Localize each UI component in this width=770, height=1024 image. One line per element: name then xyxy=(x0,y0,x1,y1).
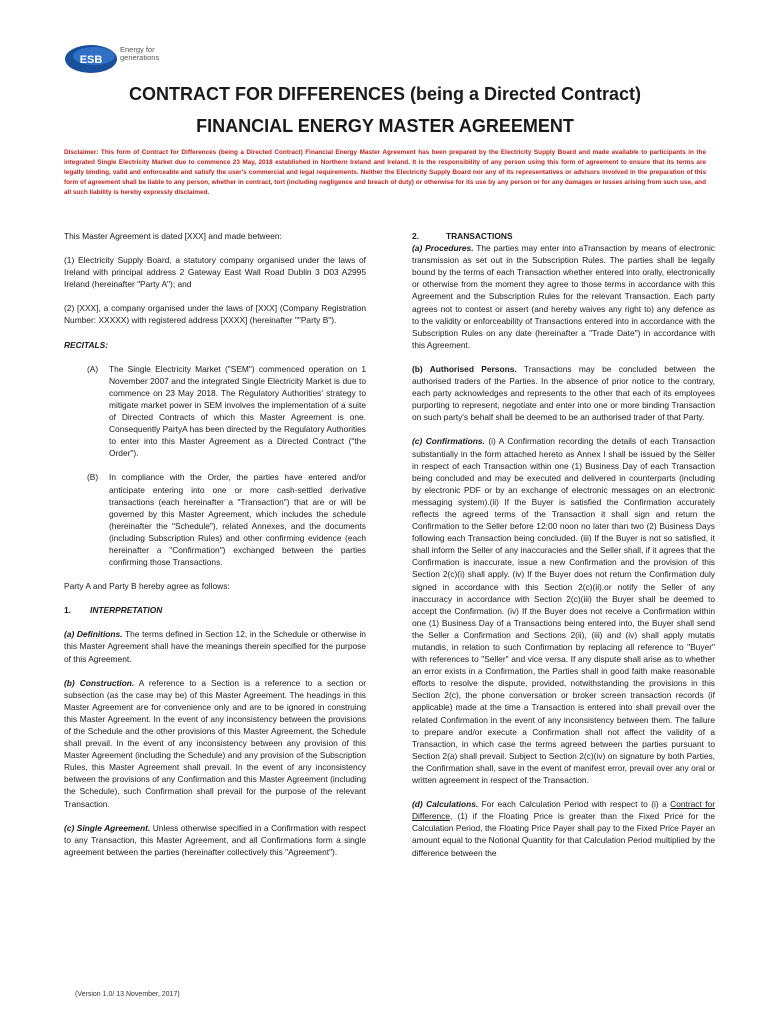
clause-1a-label: (a) Definitions. xyxy=(64,629,123,640)
left-column xyxy=(64,230,366,870)
section-1-title: INTERPRETATION xyxy=(90,605,163,616)
clause-1c xyxy=(64,822,366,858)
section-2-number: 2. xyxy=(412,231,419,241)
clause-2a-label: (a) Procedures. xyxy=(412,243,474,254)
recital-a-label: (A) xyxy=(87,363,99,374)
clause-2b-label: (b) Authorised Persons. xyxy=(412,363,517,374)
clause-1a xyxy=(64,628,366,664)
recital-a xyxy=(64,363,366,460)
clause-2d-text-end: , (1) if the Floating Price is greater than the Fixed Price for the Calculation Period, the Floating Price Payer shall pay to the Fixed Price Payer an amount equal to the Notional Quantity for that Calculation Period multiplied by the difference between the xyxy=(412,811,715,858)
clause-2a-text: The parties may enter into aTransaction by means of electronic transmission as set out in the Subscription Rules. The parties shall be legally bound by the terms of each Transaction whether entered into orally, electronically or otherwise from the moment they agree to those terms in accordance with this Agreement and the Subscription Rules for the relevant Transaction. Each party agrees not to contest or assert (and hereby waives any right to) any defence as to the validity or enforceability of Transactions entered into in accordance with the Subscription Rules on any date (hereinafter a "Trade Date") in accordance with this Agreement. xyxy=(412,243,715,350)
section-1-heading xyxy=(64,604,366,616)
document-title: CONTRACT FOR DIFFERENCES (being a Directed Contract) xyxy=(128,84,642,104)
party-a-paragraph: (1) Electricity Supply Board, a statutory company organised under the laws of Ireland with principal address 2 Gateway East Wall Road Dublin 3 D03 A2995 Ireland (hereinafter "Party A"); and xyxy=(64,255,366,290)
clause-2c xyxy=(412,435,715,786)
clause-2d-label: (d) Calculations. xyxy=(412,799,479,810)
clause-1b-text: A reference to a Section is a reference to a section or subsection (as the case may be) of this Master Agreement. The headings in this Master Agreement are for convenience only and are to be ignored in construing this Master Agreement. In the event of any inconsistency between the provisions of the Schedule and the other provisions of this Master Agreement, the Schedule shall prevail. In the event of any inconsistency between any provision of this Master Agreement (including the Schedule) and any provision of the Subscription Rules, this Master Agreement shall prevail. In the event of any inconsistency between the provisions of any Confirmation and this Master Agreement (including the Schedule), such Confirmation shall prevail for the purpose of the relevant Transaction. xyxy=(64,677,366,809)
clause-1a-text: The terms defined in Section 12, in the Schedule or otherwise in this Master Agreement shall have the meanings therein specified for the purpose of this Agreement. xyxy=(64,629,366,664)
document-subtitle: FINANCIAL ENERGY MASTER AGREEMENT xyxy=(196,116,574,136)
clause-1b xyxy=(64,677,366,810)
version-footer: (Version 1.0/ 13 November, 2017) xyxy=(75,991,180,998)
clause-2c-label: (c) Confirmations. xyxy=(412,436,485,447)
agree-paragraph: Party A and Party B hereby agree as follows: xyxy=(64,581,230,592)
clause-1c-text: Unless otherwise specified in a Confirmation with respect to any Transaction, this Master Agreement, and all Confirmations form a single agreement between the parties (hereinafter collectively this "Agreement"). xyxy=(64,822,367,857)
clause-2c-text: (i) A Confirmation recording the details of each Transaction substantially in the form attached hereto as Annex I shall be issued by the Seller in respect of each Transaction within one (1) Business Day of each Transaction being concluded and may be executed and delivered in counterparts (including by electronic PDF or by an exchange of electronic messages on an electronic messaging system).(ii) If the Buyer is satisfied the Confirmation accurately reflects the agreed terms of the Transaction it shall sign and return the Confirmation to the Seller before 12:00 noon no later than two (2) Business Days following each Transaction being concluded. (iii) If the Buyer is not so satisfied, it shall inform the Seller of any inaccuracies and the Seller shall, if it agrees that the Confirmation is inaccurate, issue a new Confirmation and the provision of this Section 2(c)(i) shall apply. (iv) If the Buyer does not return the Confirmation duly signed in accordance with this Section 2(c)(ii).or notify the Seller of any inaccuracy in accordance with Section 2(c)(iii) the Buyer shall be deemed to accept the Confirmation. (iv) If the Buyer does not receive a Confirmation within one (1) Business Day of a Transactions being entered into, the Buyer shall send the Seller a Confirmation and Sections 2(ii), (iii) and (iv) shall apply mutatis mutandis, in relation to such Confirmation by replacing all reference to "Buyer" with references to "Seller" and vice versa. If any dispute shall arise as to whether an error exists in a Confirmation, the Parties shall in good faith make reasonable efforts to resolve the dispute, provided, notwithstanding the provisions in this Section 2(c), the phone conversation or broker screen transaction records (if applicable) made at the time a Transaction is entered into shall prevail over the related Confirmation in the event of any inconsistency between them. The failure to prepare and/or execute a Confirmation shall not affect the validity of a Transaction, in which case the terms agreed between the parties pursuant to Section 2(a) shall prevail. Subject to Section 2(c)(iv) on signature by both Parties, the Confirmation shall, save in the event of manifest error, prevail over any oral or written agreement in respect of the Transaction. xyxy=(412,436,716,786)
contract-for-difference-link[interactable]: Contract for Difference xyxy=(412,799,716,822)
clause-2a xyxy=(412,242,715,351)
recitals-heading: RECITALS: xyxy=(64,339,109,350)
clause-2b-text: Transactions may be concluded between the authorised traders of the Parties. In the absence of prior notice to the contrary, each party acknowledges and represents to the other that each of its employees purporting to represent, negotiate and enter into one or more binding Transaction on such party's behalf shall be deemed to be an authorised trader of that Party. xyxy=(412,363,715,423)
clause-2d xyxy=(412,798,715,858)
section-2-heading xyxy=(412,230,715,242)
section-1-number: 1. xyxy=(64,605,71,616)
recital-b-text: In compliance with the Order, the parties have entered and/or anticipate entering into one or more cash-settled derivative transactions (each hereinafter a "Transaction") that are or will be governed by this Master Agreement, which includes the schedule (hereinafter the "Schedule"), related Annexes, and the documents (including Subscription Rules) and other confirming evidence (each hereinafter a "Confirmation") exchanged between the parties confirming those Transactions. xyxy=(109,472,366,568)
recital-a-text: The Single Electricity Market ("SEM") commenced operation on 1 November 2007 and the integrated Single Electricity Market is due to commence on 23 May 2018. The Regulatory Authorities' strategy to mitigate market power in SEM involves the implementation of a suite of Directed Contracts of which this Master Agreement is one. Consequently PartyA has been directed by the Regulatory Authorities to enter into this Master Agreement as a Directed Contract ("the Order"). xyxy=(109,363,366,459)
recital-b-label: (B) xyxy=(87,472,99,483)
right-column xyxy=(412,230,715,871)
logo-tagline: Energy for generations xyxy=(120,45,160,62)
recital-b xyxy=(64,471,366,568)
section-2-title: TRANSACTIONS xyxy=(446,231,513,241)
clause-2d-text-start: For each Calculation Period with respect to (i) a xyxy=(481,799,667,810)
dated-paragraph: This Master Agreement is dated [XXX] and made between: xyxy=(64,231,282,241)
esb-logo xyxy=(64,44,118,74)
clause-2b xyxy=(412,363,715,423)
disclaimer: Disclaimer: This form of Contract for Differences (being a Directed Contract) Financial Energy Master Agreement has been prepared by the Electricity Supply Board and made available to participants in the integrated Single Electricity Market due to commence 23 May, 2018 established in Northern Ireland and Ireland. It is the responsibility of any person using this form of agreement to ensure that its terms are legally binding, valid and enforceable and satisfy the user's commercial and legal requirements. Neither the Electricity Supply Board nor any of its representatives or advisors involved in the preparation of this form of agreement shall be liable to any person, whether in contract, tort (including negligence and breach of duty) or otherwise for its use by any person or for any damages or losses arising from such use, and all such liability is hereby expressly disclaimed. xyxy=(64,149,706,196)
clause-1b-label: (b) Construction. xyxy=(64,677,135,688)
clause-1c-label: (c) Single Agreement. xyxy=(64,822,151,833)
logo-brand: ESB xyxy=(79,54,103,66)
party-b-paragraph: (2) [XXX], a company organised under the laws of [XXX] (Company Registration Number: XXXXX) with registered address [XXXX] (hereinafter ""Party B"). xyxy=(64,303,366,326)
